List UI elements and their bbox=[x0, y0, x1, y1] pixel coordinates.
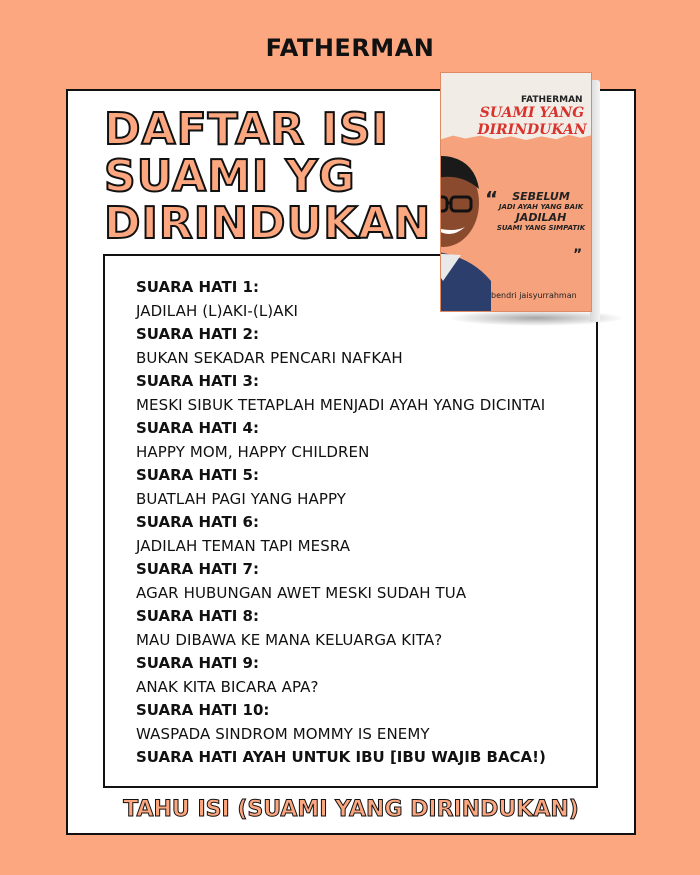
list-item bbox=[136, 276, 591, 323]
toc-subtitle: AGAR HUBUNGAN AWET MESKI SUDAH TUA bbox=[136, 583, 467, 602]
book-author: bendri jaisyurrahman bbox=[491, 291, 577, 300]
list-item bbox=[136, 464, 591, 511]
list-item bbox=[136, 558, 591, 605]
toc-subtitle: MESKI SIBUK TETAPLAH MENJADI AYAH YANG DICINTAI bbox=[136, 395, 546, 414]
toc-subtitle: HAPPY MOM, HAPPY CHILDREN bbox=[136, 442, 370, 461]
toc-heading-last: SUARA HATI AYAH UNTUK IBU [IBU WAJIB BACA!) bbox=[136, 748, 546, 766]
toc-subtitle: BUKAN SEKADAR PENCARI NAFKAH bbox=[136, 348, 403, 367]
toc-heading: SUARA HATI 8: bbox=[136, 607, 259, 625]
toc-heading: SUARA HATI 7: bbox=[136, 560, 259, 578]
toc-heading: SUARA HATI 1: bbox=[136, 278, 259, 296]
toc-heading: SUARA HATI 2: bbox=[136, 325, 259, 343]
toc-heading: SUARA HATI 4: bbox=[136, 419, 259, 437]
book-quote-line-4: SUAMI YANG SIMPATIK bbox=[496, 224, 586, 232]
toc-subtitle: ANAK KITA BICARA APA? bbox=[136, 677, 319, 696]
list-item bbox=[136, 323, 591, 370]
toc-subtitle: JADILAH (L)AKI-(L)AKI bbox=[136, 301, 299, 320]
book-quote-line-2: JADI AYAH YANG BAIK bbox=[498, 203, 584, 211]
toc-heading: SUARA HATI 5: bbox=[136, 466, 259, 484]
book-brand: FATHERMAN bbox=[521, 95, 583, 105]
page-title bbox=[104, 106, 431, 247]
list-item bbox=[136, 370, 591, 417]
bottom-title: TAHU ISI (SUAMI YANG DIRINDUKAN) bbox=[123, 797, 579, 822]
list-item bbox=[136, 511, 591, 558]
toc-subtitle: BUATLAH PAGI YANG HAPPY bbox=[136, 489, 347, 508]
page-title-line-3: DIRINDUKAN bbox=[104, 198, 432, 249]
list-item bbox=[136, 417, 591, 464]
list-item bbox=[136, 746, 591, 770]
list-item bbox=[136, 605, 591, 652]
toc-subtitle: MAU DIBAWA KE MANA KELUARGA KITA? bbox=[136, 630, 443, 649]
toc-heading: SUARA HATI 9: bbox=[136, 654, 259, 672]
book-title bbox=[471, 105, 592, 139]
toc-subtitle: WASPADA SINDROM MOMMY IS ENEMY bbox=[136, 724, 430, 743]
brand-title: FATHERMAN bbox=[265, 34, 435, 62]
quote-open-icon: “ bbox=[485, 187, 499, 211]
toc-subtitle: JADILAH TEMAN TAPI MESRA bbox=[136, 536, 351, 555]
book-quote bbox=[489, 191, 592, 233]
toc-heading: SUARA HATI 3: bbox=[136, 372, 259, 390]
quote-close-icon: ” bbox=[573, 247, 583, 263]
book-quote-line-3: JADILAH bbox=[515, 211, 567, 224]
page-title-line-2: SUAMI YG bbox=[104, 151, 356, 202]
page-title-line-1: DAFTAR ISI bbox=[104, 104, 389, 155]
table-of-contents bbox=[136, 276, 591, 770]
book-quote-line-1: SEBELUM bbox=[512, 190, 570, 203]
toc-heading: SUARA HATI 10: bbox=[136, 701, 270, 719]
list-item bbox=[136, 652, 591, 699]
book-title-line-2: DIRINDUKAN bbox=[477, 122, 587, 138]
list-item bbox=[136, 699, 591, 746]
toc-heading: SUARA HATI 6: bbox=[136, 513, 259, 531]
book-title-line-1: SUAMI YANG bbox=[479, 105, 585, 121]
